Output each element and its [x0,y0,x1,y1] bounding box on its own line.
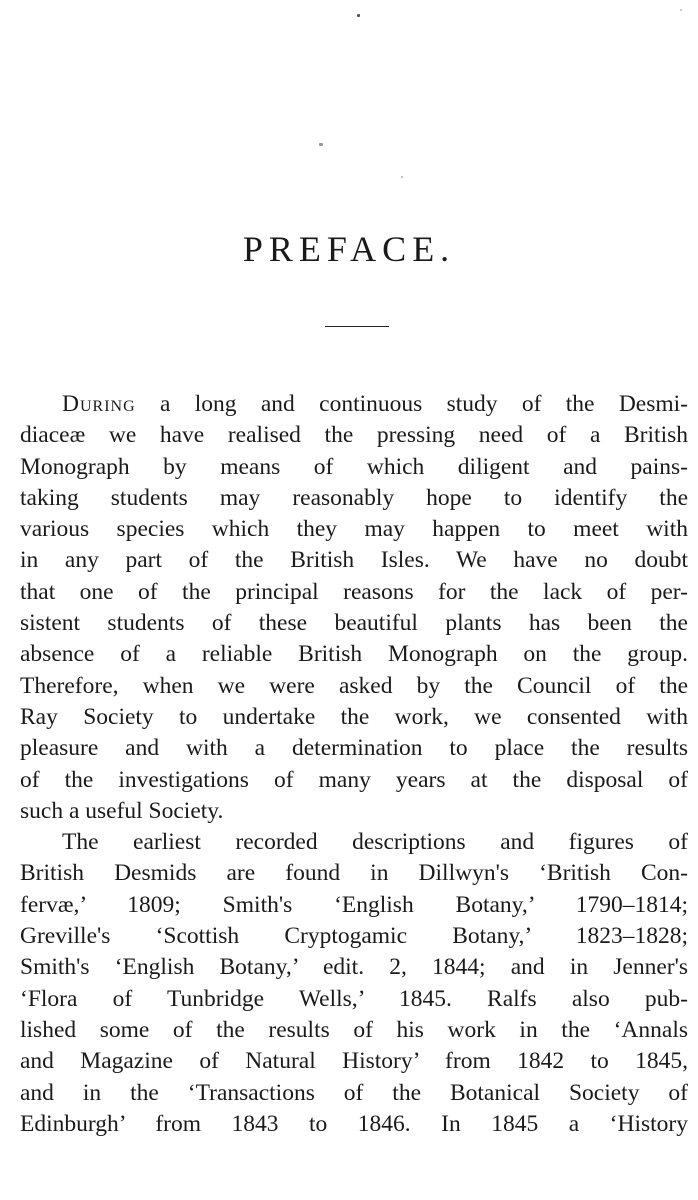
text-line: in any part of the British Isles. We have no doubt [20,547,688,574]
text-line: The earliest recorded descriptions and figures of [62,829,688,856]
text-line: diaceæ we have realised the pressing need of a British [20,422,688,449]
page-title: PREFACE. [242,229,456,269]
text-line: of the investigations of many years at the disposal of [20,766,688,793]
speck [319,143,323,146]
text-line: Greville's ‘Scottish Cryptogamic Botany,’ 1823–1828; [20,923,688,950]
speck [401,176,403,178]
text-line: that one of the principal reasons for the lack of per- [20,578,688,605]
text-line: such a useful Society. [20,797,224,824]
text-line: Therefore, when we were asked by the Council of the [20,672,688,699]
text-line: and in the ‘Transactions of the Botanical Society of [20,1079,688,1106]
title-divider [325,326,389,327]
text-line: taking students may reasonably hope to identify the [20,484,688,511]
text-line: lished some of the results of his work in the ‘Annals [20,1016,688,1043]
speck [357,14,360,17]
text-line: Monograph by means of which diligent and pains- [20,453,688,480]
text-line: Edinburgh’ from 1843 to 1846. In 1845 a ‘History [20,1110,688,1137]
text-line: Ray Society to undertake the work, we consented with [20,703,688,730]
speck [680,9,682,11]
text-line: fervæ,’ 1809; Smith's ‘English Botany,’ 1790–1814; [20,891,688,918]
text-line [20,389,688,420]
text-line: pleasure and with a determination to place the results [20,735,688,762]
line-text: a long and continuous study of the Desmi- [159,391,688,417]
text-line: ‘Flora of Tunbridge Wells,’ 1845. Ralfs also pub- [20,985,688,1012]
drop-word: During [62,391,136,417]
text-line: Smith's ‘English Botany,’ edit. 2, 1844; and in Jenner's [20,954,688,981]
text-line: and Magazine of Natural History’ from 1842 to 1845, [20,1048,688,1075]
text-line: British Desmids are found in Dillwyn's ‘British Con- [20,860,688,887]
body-text [20,389,688,1140]
text-line: sistent students of these beautiful plants has been the [20,610,688,637]
text-line: absence of a reliable British Monograph on the group. [20,641,688,668]
text-line: various species which they may happen to meet with [20,516,688,543]
